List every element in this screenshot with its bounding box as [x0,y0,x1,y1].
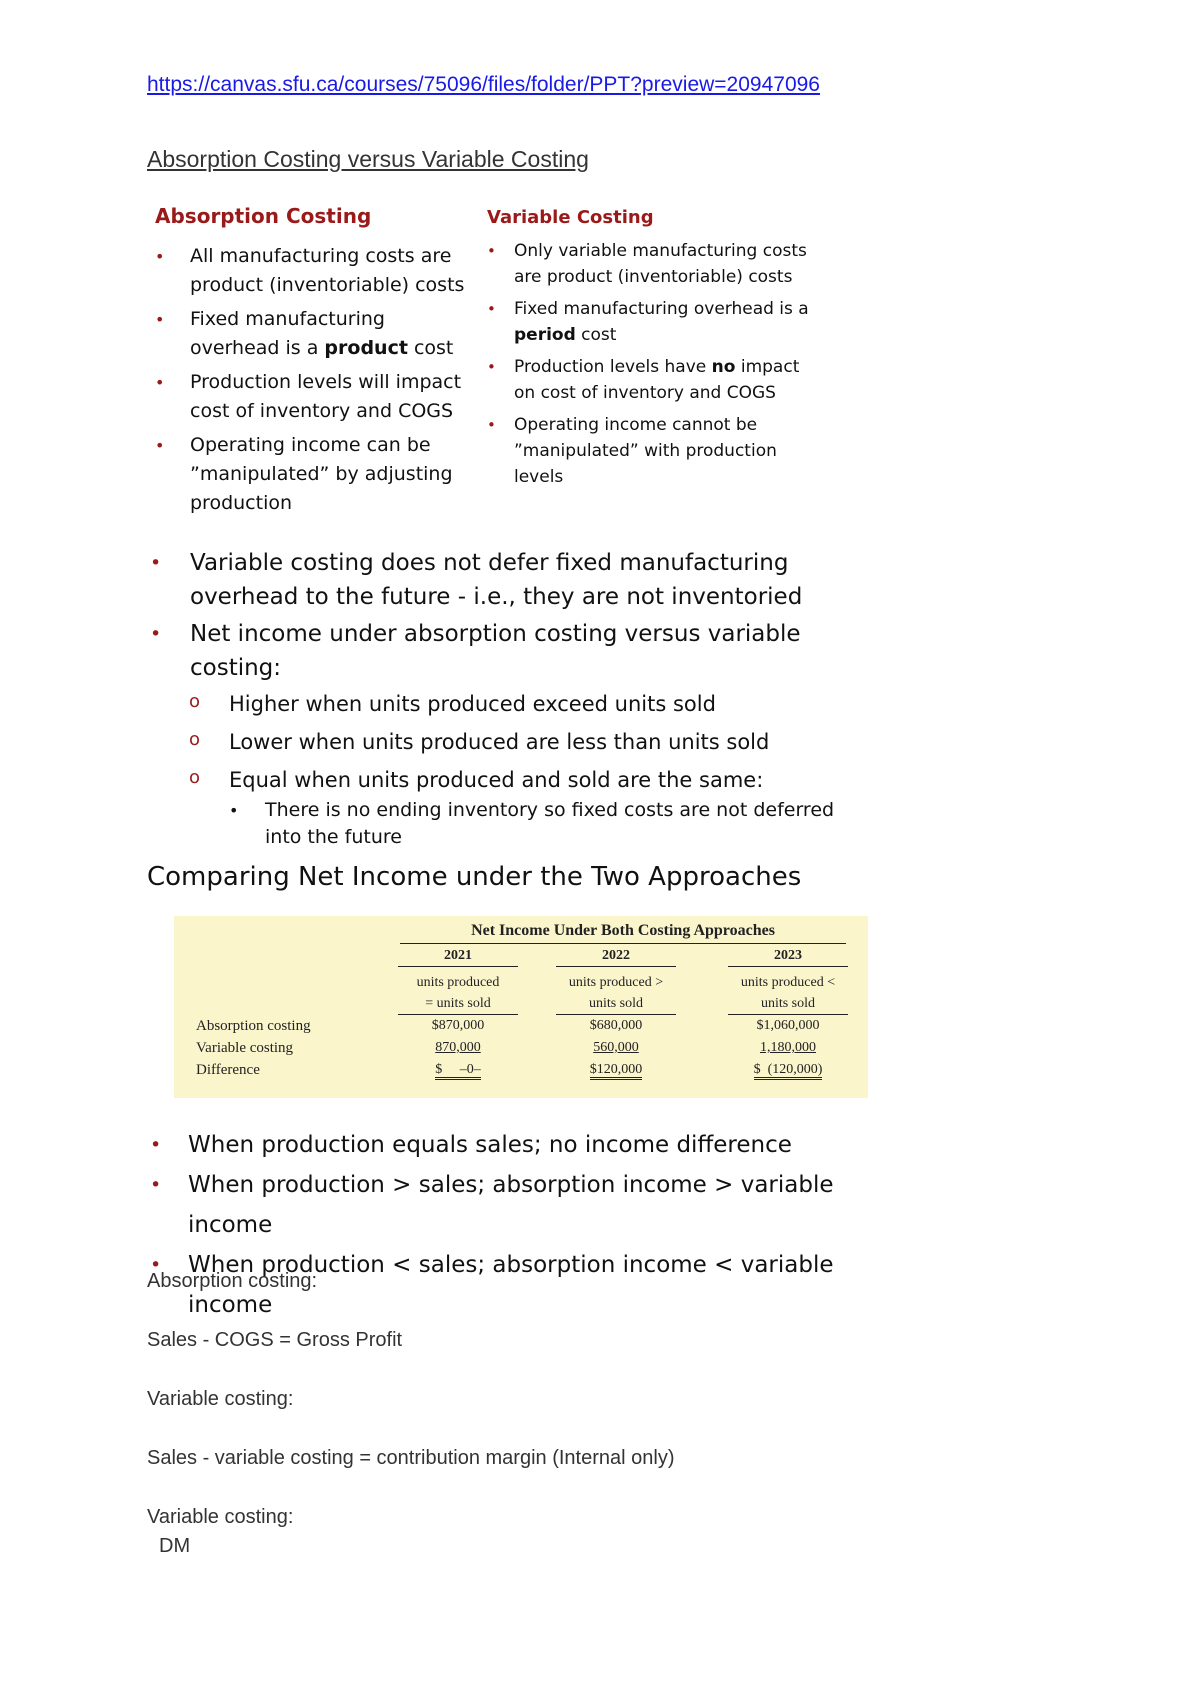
bullet-icon: • [487,416,496,434]
bullet-icon: • [155,373,165,392]
bullet-icon: • [155,247,165,266]
conclusion-list [150,1125,910,1325]
bullet-icon: • [150,1134,162,1156]
year-header: 2023 [728,948,848,967]
circle-bullet-icon: o [189,729,201,750]
table-cell: $ –0– [398,1062,518,1078]
row-label: Difference [196,1062,260,1078]
note-line: Variable costing: [147,1506,294,1528]
document-heading: Absorption Costing versus Variable Costing [147,146,589,172]
condition-header: units produced < units sold [728,972,848,1015]
compare-title: Comparing Net Income under the Two Approaches [147,862,802,892]
dot-bullet-icon: • [229,801,239,820]
sub-sub-list-item: • There is no ending inventory so fixed costs are not deferred into the future [229,799,835,848]
list-item: • Fixed manufacturing overhead is a period cost [487,296,817,348]
summary-list [150,546,850,859]
circle-bullet-icon: o [189,767,201,788]
table-cell: 1,180,000 [760,1040,816,1055]
table-cell: $680,000 [589,1018,643,1033]
note-line: Variable costing: [147,1388,294,1410]
bullet-icon: • [487,300,496,318]
list-item: • Production levels will impact cost of inventory and COGS [155,368,475,426]
list-item: • When production < sales; absorption income < variable income [150,1245,910,1325]
year-header: 2021 [398,948,518,967]
variable-costing-column [487,207,817,496]
table-title: Net Income Under Both Costing Approaches [400,922,846,944]
list-item: • All manufacturing costs are product (inventoriable) costs [155,242,475,300]
table-cell: $120,000 [556,1062,676,1078]
table-cell: $870,000 [431,1018,485,1033]
row-label: Absorption costing [196,1018,311,1034]
table-cell: $ (120,000) [728,1062,848,1078]
year-header: 2022 [556,948,676,967]
condition-header: units produced = units sold [398,972,518,1015]
bullet-icon: • [150,623,162,645]
table-cell: $1,060,000 [756,1018,820,1033]
sub-list-item: o Lower when units produced are less than units sold [189,727,850,757]
list-item: • Net income under absorption costing versus variable costing: o Higher when units produced exceed units sold o Lower when units produced are less than units sold o Equal when units produced and sold are the same: • There is no ending inventory so fixed costs are not deferred into the future [150,617,850,851]
absorption-costing-column [155,204,475,523]
list-item: • Fixed manufacturing overhead is a product cost [155,305,475,363]
row-label: Variable costing [196,1040,294,1056]
absorption-costing-title: Absorption Costing [155,204,372,228]
table-cell: 560,000 [593,1040,639,1055]
table-cell: 870,000 [435,1040,481,1055]
sub-sub-list [229,797,850,851]
bullet-icon: • [150,1254,162,1276]
bullet-icon: • [487,358,496,376]
bullet-icon: • [150,1174,162,1196]
list-item: • Variable costing does not defer fixed manufacturing overhead to the future - i.e., they are not inventoried [150,546,850,614]
net-income-table [174,916,868,1098]
note-line: Sales - variable costing = contribution margin (Internal only) [147,1447,675,1469]
preview-link[interactable]: https://canvas.sfu.ca/courses/75096/files/folder/PPT?preview=20947096 [147,73,820,96]
bullet-icon: • [155,436,165,455]
bullet-icon: • [150,552,162,574]
sub-list [190,689,850,851]
list-item: • When production > sales; absorption income > variable income [150,1165,910,1245]
bullet-icon: • [155,310,165,329]
bullet-icon: • [487,242,496,260]
list-item: • Operating income can be ”manipulated” by adjusting production [155,431,475,518]
condition-header: units produced > units sold [556,972,676,1015]
note-line: Sales - COGS = Gross Profit [147,1329,403,1351]
list-item: • Only variable manufacturing costs are product (inventoriable) costs [487,238,817,290]
sub-list-item: o Higher when units produced exceed units sold [189,689,850,719]
note-line: Absorption costing: [147,1270,318,1292]
list-item: • Production levels have no impact on cost of inventory and COGS [487,354,817,406]
list-item: • When production equals sales; no income difference [150,1125,910,1165]
list-item: • Operating income cannot be ”manipulated” with production levels [487,412,817,490]
note-line: DM [159,1535,191,1557]
sub-list-item: o Equal when units produced and sold are the same: • There is no ending inventory so fixed costs are not deferred into the future [189,765,850,851]
variable-costing-title: Variable Costing [487,207,654,228]
circle-bullet-icon: o [189,691,201,712]
